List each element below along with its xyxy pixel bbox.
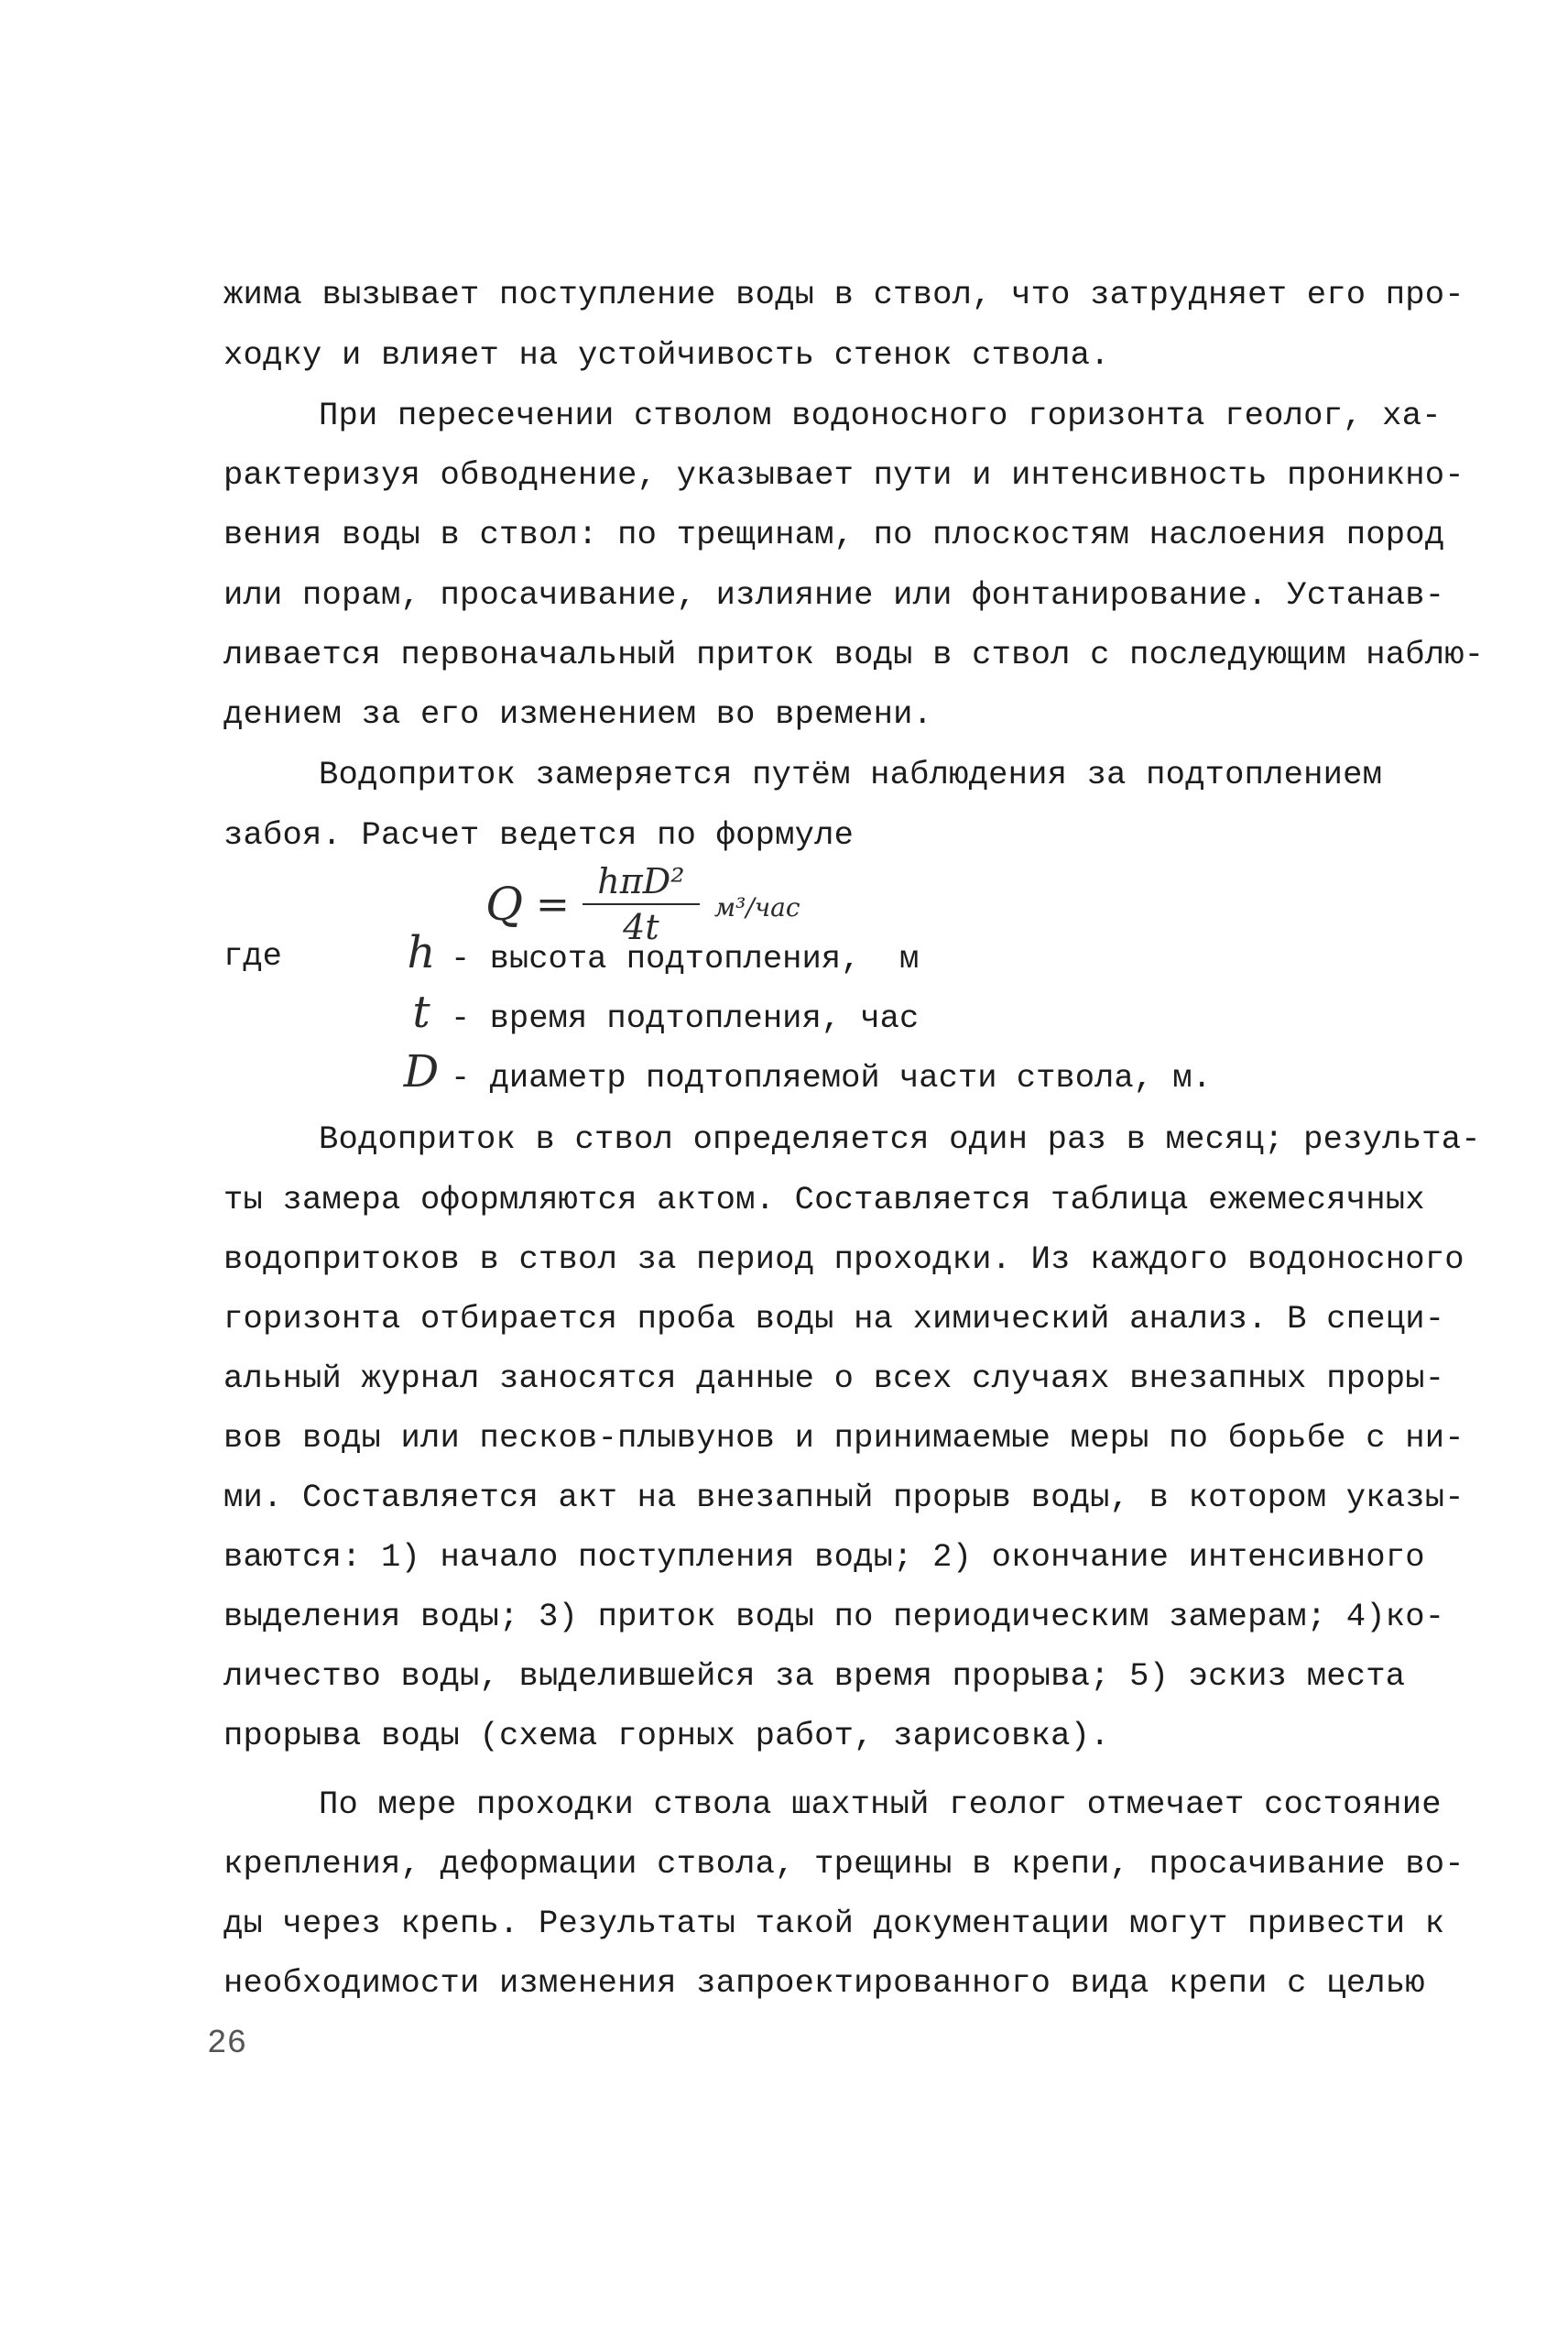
variable-symbol: t [412,987,430,1038]
variable-description: - высота подтопления, м [451,940,920,977]
formula-numerator: hπD² [597,861,685,901]
variable-definition [401,1046,1212,1098]
text-line: ты замера оформляются актом. Составляется таблица ежемесячных [223,1181,1425,1218]
text-line: вов воды или песков-плывунов и принимаемые меры по борьбе с ни- [223,1419,1465,1457]
variable-definition [401,987,920,1039]
text-line: дением за его изменением во времени. [223,695,933,733]
text-line: ми. Составляется акт на внезапный прорыв воды, в котором указы- [223,1479,1465,1516]
page-number: 26 [207,2025,247,2062]
text-line: вения воды в ствол: по трещинам, по плоскостям наслоения пород [223,516,1445,553]
text-line: жима вызывает поступление воды в ствол, что затрудняет его про- [223,276,1465,313]
fraction-bar [583,903,700,905]
text-line: ваются: 1) начало поступления воды; 2) окончание интенсивного [223,1538,1425,1576]
text-line: необходимости изменения запроектированного вида крепи с целью [223,1964,1425,2002]
text-line: водопритоков в ствол за период проходки. Из каждого водоносного [223,1240,1465,1278]
text-line: При пересечении стволом водоносного горизонта геолог, ха- [319,397,1442,434]
text-line: или порам, просачивание, излияние или фонтанирование. Устанав- [223,576,1445,614]
where-label: где [223,937,282,975]
text-line: ливается первоначальный приток воды в ствол с последующим наблю- [223,636,1485,673]
text-line: личество воды, выделившейся за время прорыва; 5) эскиз места [223,1657,1406,1695]
text-line: ды через крепь. Результаты такой документации могут привести к [223,1905,1445,1942]
text-line: По мере проходки ствола шахтный геолог отмечает состояние [319,1785,1442,1823]
formula-denominator: 4t [623,907,659,947]
text-line: горизонта отбирается проба воды на химический анализ. В специ- [223,1300,1445,1338]
text-line: Водоприток замеряется путём наблюдения за подтоплением [319,756,1383,793]
text-line: прорыва воды (схема горных работ, зарисовка). [223,1717,1110,1754]
text-line: рактеризуя обводнение, указывает пути и интенсивность проникно- [223,456,1465,494]
formula-lhs: Q [485,878,523,931]
text-line: крепления, деформации ствола, трещины в крепи, просачивание во- [223,1845,1465,1883]
text-line: ходку и влияет на устойчивость стенок ствола. [223,336,1110,374]
variable-symbol: D [403,1046,440,1097]
formula-equals: = [536,880,570,928]
text-line: забоя. Расчет ведется по формуле [223,816,855,854]
text-line: Водоприток в ствол определяется один раз в месяц; результа- [319,1120,1481,1158]
variable-symbol: h [407,927,436,978]
variable-description: - диаметр подтопляемой части ствола, м. [451,1059,1212,1097]
variable-description: - время подтопления, час [451,999,920,1037]
text-line: альный журнал заносятся данные о всех случаях внезапных проры- [223,1360,1445,1397]
text-line: выделения воды; 3) приток воды по периодическим замерам; 4)ко- [223,1598,1445,1635]
formula-unit: м³/час [713,891,800,923]
